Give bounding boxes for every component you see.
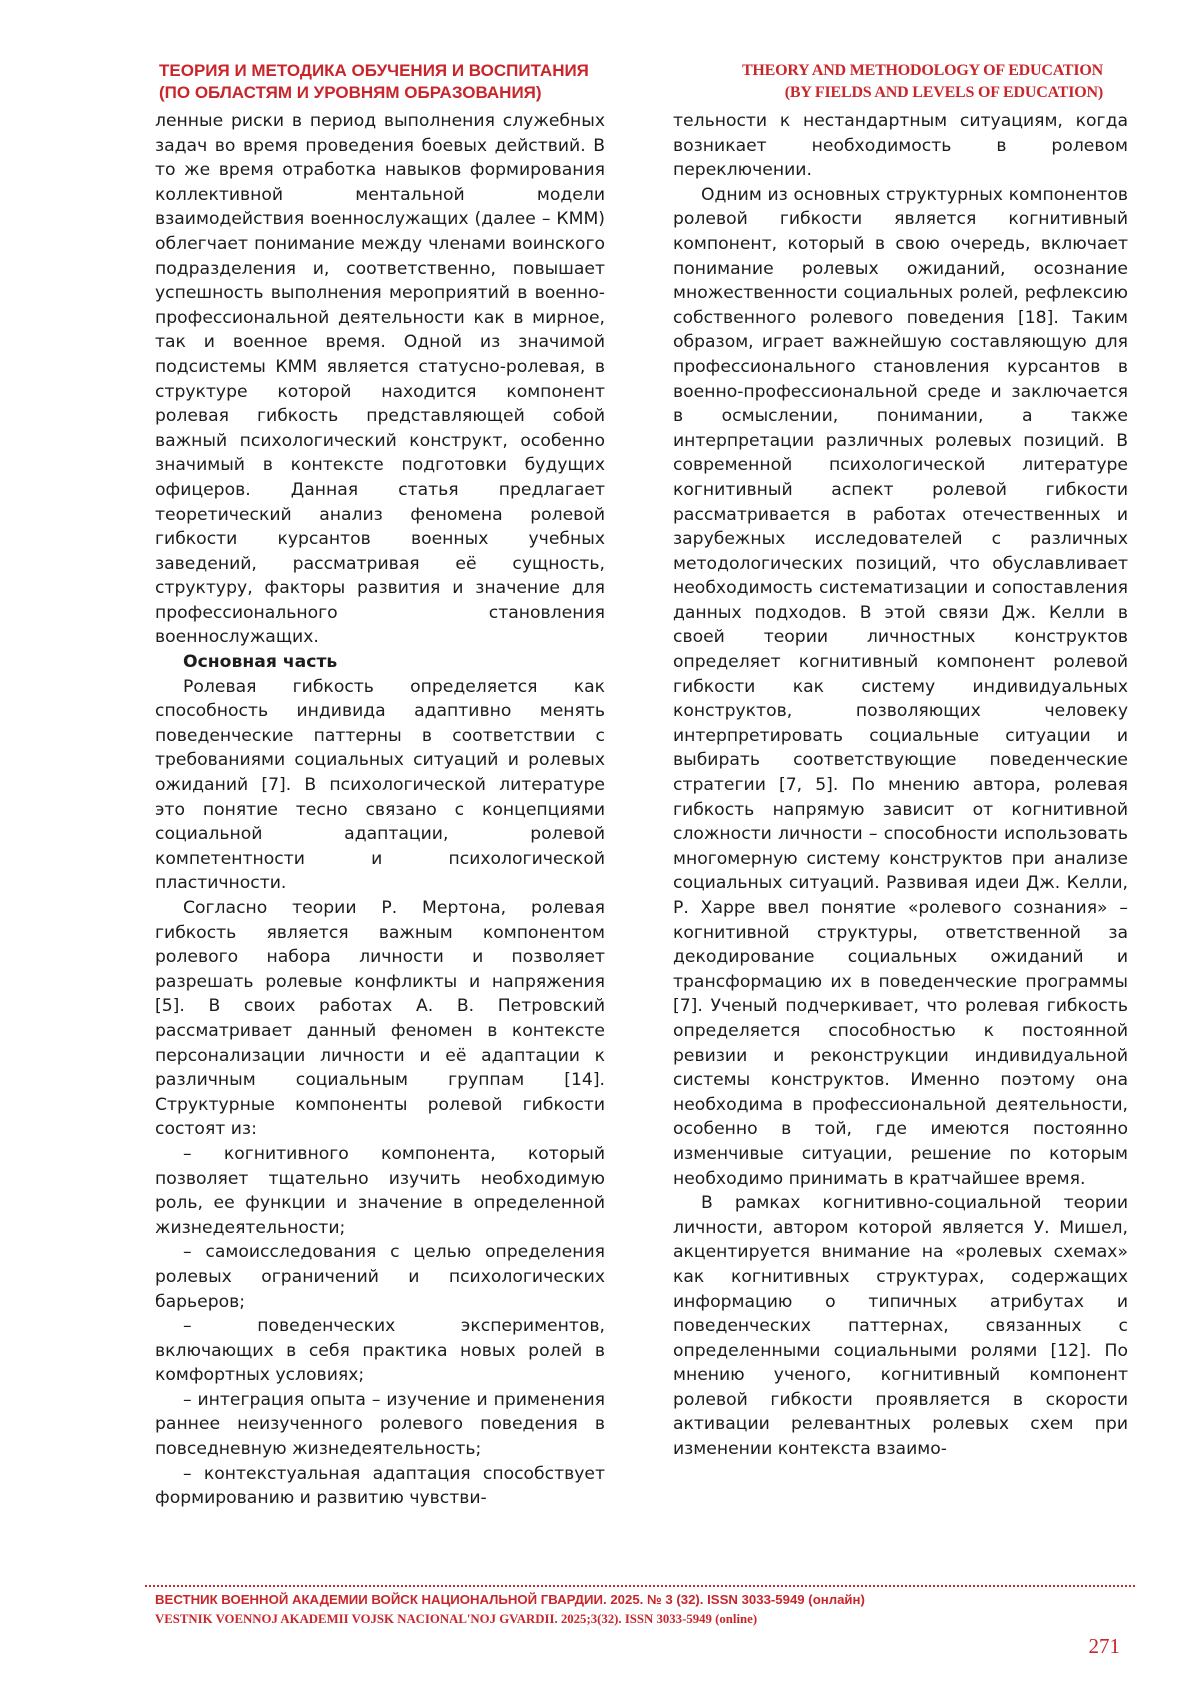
paragraph: Одним из основных структурных компонентов ролевой гибкости является когнитивный компонент, который в свою очередь, включает понимание ролевых ожиданий, осознание множественности социальных ролей, рефлексию собственного ролевого поведения [18]. Таким образом, играет важнейшую составляющую для профессионального становления курсантов в военно-профессиональной среде и заключается в осмыслении, понимании, а также интерпретации различных ролевых позиций. В современной психологической литературе когнитивный аспект ролевой гибкости рассматривается в работах отечественных и зарубежных исследователей с различных методологических позиций, что обуславливает необходимость систематизации и сопоставления данных подходов. В этой связи Дж. Келли в своей теории личностных конструктов определяет когнитивный компонент ролевой гибкости как систему индивидуальных конструктов, позволяющих человеку интерпретировать социальные ситуации и выбирать соответствующие поведенческие стратегии [7, 5]. По мнению автора, ролевая гибкость напрямую зависит от когнитивной сложности личности – способности использовать многомерную систему конструктов при анализе социальных ситуаций. Развивая идеи Дж. Келли, Р. Харре ввел понятие «ролевого сознания» – когнитивной структуры, ответственной за декодирование социальных ожиданий и трансформацию их в поведенческие программы [7]. Ученый подчеркивает, что ролевая гибкость определяется способностью к постоянной ревизии и реконструкции индивидуальной системы конструктов. Именно поэтому она необходима в профессиональной деятельности, особенно в той, где имеются постоянно изменчивые ситуации, решение по которым необходимо принимать в кратчайшее время. (673, 184, 1128, 1189)
list-item: – когнитивного компонента, который позволяет тщательно изучить необходимую роль, ее функции и значение в определенной жизнедеятельности; (155, 1143, 605, 1238)
running-header-ru (159, 60, 639, 104)
paragraph: Ролевая гибкость определяется как способность индивида адаптивно менять поведенческие паттерны в соответствии с требованиями социальных ситуаций и ролевых ожиданий [7]. В психологической литературе это понятие тесно связано с концепциями социальной адаптации, ролевой компетентности и психологической пластичности. (155, 676, 605, 894)
list-item: – контекстуальная адаптация способствует формированию и развитию чувстви- (155, 1463, 605, 1509)
page-number: 271 (1088, 1634, 1120, 1658)
header-ru-line1: ТЕОРИЯ И МЕТОДИКА ОБУЧЕНИЯ И ВОСПИТАНИЯ (159, 61, 589, 80)
list-item: – поведенческих экспериментов, включающих в себя практика новых ролей в комфортных условиях; (155, 1316, 605, 1386)
footer-divider (145, 1585, 1135, 1587)
paragraph: тельности к нестандартным ситуациям, когда возникает необходимость в ролевом переключении. (673, 111, 1128, 181)
right-column (673, 109, 1128, 1462)
header-ru-line2: (ПО ОБЛАСТЯМ И УРОВНЯМ ОБРАЗОВАНИЯ) (159, 83, 542, 102)
header-en-line2: (BY FIELDS AND LEVELS OF EDUCATION) (784, 84, 1103, 101)
paragraph: В рамках когнитивно-социальной теории личности, автором которой является У. Мишел, акцентируется внимание на «ролевых схемах» как когнитивных структурах, содержащих информацию о типичных атрибутах и поведенческих паттернах, связанных с определенными социальными ролями [12]. По мнению ученого, когнитивный компонент ролевой гибкости проявляется в скорости активации релевантных ролевых схем при изменении контекста взаимо- (673, 1193, 1128, 1460)
header-en-line1: THEORY AND METHODOLOGY OF EDUCATION (741, 62, 1103, 79)
footer-citation-ru: ВЕСТНИК ВОЕННОЙ АКАДЕМИИ ВОЙСК НАЦИОНАЛЬНОЙ ГВАРДИИ. 2025. № 3 (32). ISSN 3033-5949 (онлайн) (155, 1592, 865, 1607)
running-header-en (663, 60, 1103, 104)
footer-citation-en: VESTNIK VOENNOJ AKADEMII VOJSK NACIONAL'NOJ GVARDII. 2025;3(32). ISSN 3033-5949 (online) (155, 1612, 758, 1626)
list-item: – интеграция опыта – изучение и применения раннее неизученного ролевого поведения в повседневную жизнедеятельность; (155, 1389, 605, 1460)
paragraph: Согласно теории Р. Мертона, ролевая гибкость является важным компонентом ролевого набора личности и позволяет разрешать ролевые конфликты и напряжения [5]. В своих работах А. В. Петровский рассматривает данный феномен в контексте персонализации личности и её адаптации к различным социальным группам [14]. Структурные компоненты ролевой гибкости состоят из: (155, 898, 605, 1140)
section-heading: Основная часть (183, 652, 338, 673)
left-column (155, 109, 605, 1511)
list-item: – самоисследования с целью определения ролевых ограничений и психологических барьеров; (155, 1242, 605, 1312)
paragraph: ленные риски в период выполнения служебных задач во время проведения боевых действий. В то же время отработка навыков формирования коллективной ментальной модели взаимодействия военнослужащих (далее – КММ) облегчает понимание между членами воинского подразделения и, соответственно, повышает успешность выполнения мероприятий в военно-профессиональной деятельности как в мирное, так и военное время. Одной из значимой подсистемы КММ является статусно-ролевая, в структуре которой находится компонент ролевая гибкость представляющей собой важный психологический конструкт, особенно значимый в контексте подготовки будущих офицеров. Данная статья предлагает теоретический анализ феномена ролевой гибкости курсантов военных учебных заведений, рассматривая её сущность, структуру, факторы развития и значение для профессионального становления военнослужащих. (155, 111, 605, 648)
